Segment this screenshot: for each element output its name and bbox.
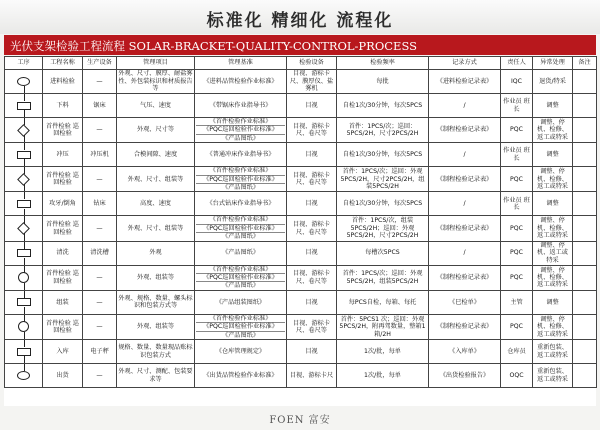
standard-item: 《PQC巡回检验作业标准》: [196, 225, 285, 233]
note-cell: [573, 290, 597, 314]
process-name-cell: 清洗: [43, 241, 83, 265]
header-process: 工序: [5, 57, 43, 70]
managed-items-cell: 外观、尺寸、组装等: [117, 216, 195, 241]
inspection-frequency-cell: 1次/批，每单: [337, 340, 429, 364]
responsible-person-cell: 作业员 班长: [501, 192, 533, 216]
oval-flow-icon: [17, 77, 30, 86]
responsible-person-cell: 主管: [501, 290, 533, 314]
responsible-person-cell: 作业员 班长: [501, 94, 533, 118]
management-standard-cell: [195, 70, 287, 94]
note-cell: [573, 94, 597, 118]
managed-items-cell: 外观、尺寸、组装等: [117, 167, 195, 192]
flow-symbol-cell: [5, 94, 43, 118]
note-cell: [573, 192, 597, 216]
flow-symbol-cell: [5, 314, 43, 339]
header-owner: 责任人: [501, 57, 533, 70]
inspection-frequency-cell: 每槽次5PCS: [337, 241, 429, 265]
note-cell: [573, 265, 597, 290]
flow-symbol-cell: [5, 167, 43, 192]
rect-flow-icon: [17, 151, 31, 159]
record-method-cell: 《出货检验报告》: [429, 364, 501, 388]
diamond-flow-icon: [17, 124, 30, 137]
inspection-equipment-cell: 目视、游标卡尺、卷尺等: [287, 118, 337, 143]
document-title: 光伏支架检验工程流程 SOLAR-BRACKET-QUALITY-CONTROL-PROCESS: [10, 39, 417, 53]
inspection-equipment-cell: 目视、游标卡尺、卷尺等: [287, 265, 337, 290]
abnormal-handling-cell: 退货/特采: [533, 70, 573, 94]
record-method-cell: 《制程检验记录表》: [429, 216, 501, 241]
abnormal-handling-cell: 调整: [533, 290, 573, 314]
inspection-frequency-cell: 首件：5PCS1 次；巡回：外观5PCS/2H，附再驾数量，整箱1箱/2H: [337, 314, 429, 339]
header-note: 备注: [573, 57, 597, 70]
management-standard-cell: [195, 216, 287, 241]
standard-item: 《仓库管理规定》: [215, 347, 266, 355]
rect-flow-icon: [17, 298, 31, 306]
production-equipment-cell: 钻床: [83, 192, 117, 216]
managed-items-cell: 外观、尺寸等: [117, 118, 195, 143]
footer: [0, 408, 600, 430]
responsible-person-cell: 作业员 班长: [501, 143, 533, 167]
process-name-cell: 首件检验 巡回检验: [43, 216, 83, 241]
header-record: 记录方式: [429, 57, 501, 70]
inspection-equipment-cell: 目视、游标卡尺、卷尺等: [287, 314, 337, 339]
note-cell: [573, 118, 597, 143]
managed-items-cell: 合模间隙、速度: [117, 143, 195, 167]
table-row: [5, 94, 597, 118]
note-cell: [573, 364, 597, 388]
note-cell: [573, 340, 597, 364]
managed-items-cell: 外观、尺寸、膜厚、耐盐雾性、外包装标识和材质报告等: [118, 70, 193, 93]
record-method-cell: 《制程检验记录表》: [429, 167, 501, 192]
header-standard: 管理基准: [195, 57, 287, 70]
record-method-cell: 《进料检验记录表》: [429, 70, 501, 94]
table-row: [5, 118, 597, 143]
table-body: [5, 70, 597, 388]
flow-symbol-cell: [5, 241, 43, 265]
header-name: 工程名称: [43, 57, 83, 70]
inspection-equipment-cell: 目视: [287, 290, 337, 314]
inspection-frequency-cell: 每批: [337, 70, 429, 94]
production-equipment-cell: —: [83, 290, 117, 314]
process-name-cell: 进料检验: [43, 70, 83, 94]
table-row: [5, 241, 597, 265]
standard-item: 《产品图纸》: [221, 233, 260, 241]
table-row: [5, 314, 597, 339]
management-standard-cell: [195, 314, 287, 339]
inspection-frequency-cell: 首件：1PCS/次，组装5PCS/2H；巡回：外观5PCS/2H，尺寸2PCS/2H: [337, 216, 429, 241]
table-row: [5, 265, 597, 290]
rect-flow-icon: [17, 249, 31, 257]
note-cell: [573, 216, 597, 241]
management-standard-cell: [195, 241, 287, 265]
circle-flow-icon: [18, 321, 29, 332]
header-inspect-equipment: 检验设备: [287, 57, 337, 70]
abnormal-handling-cell: 调整、停机、检修、返工或特采: [533, 314, 573, 339]
inspection-equipment-cell: 目视、游标卡尺、膜厚仪、盐雾机: [287, 70, 337, 94]
standard-item: 《产品图纸》: [221, 282, 260, 290]
managed-items-cell: 外观、规格、数量、螺头标识和包装方式等: [117, 290, 195, 314]
standard-item: 《产品图纸》: [221, 184, 260, 192]
process-name-cell: 首件检验 巡回检验: [43, 265, 83, 290]
abnormal-handling-cell: 调整、停机、检修、返工或特采: [533, 216, 573, 241]
abnormal-handling-cell: 调整、停机、检修、返工或特采: [533, 118, 573, 143]
header-frequency: 检验频率: [337, 57, 429, 70]
inspection-equipment-cell: 目视: [287, 241, 337, 265]
record-method-cell: /: [429, 143, 501, 167]
record-method-cell: /: [429, 94, 501, 118]
inspection-equipment-cell: 目视、游标卡尺、卷尺等: [287, 216, 337, 241]
flow-symbol-cell: [5, 192, 43, 216]
table-row: [5, 290, 597, 314]
management-standard-cell: [195, 340, 287, 364]
production-equipment-cell: —: [83, 70, 117, 94]
abnormal-handling-cell: 重新包装、返工或特采: [533, 340, 573, 364]
inspection-equipment-cell: 目视: [287, 94, 337, 118]
production-equipment-cell: 锯床: [83, 94, 117, 118]
inspection-equipment-cell: 目视: [287, 143, 337, 167]
inspection-frequency-cell: 首件：1PCS/次；巡回：外观5PCS/2H，组装5PCS/2H: [337, 265, 429, 290]
table-row: [5, 340, 597, 364]
production-equipment-cell: —: [83, 167, 117, 192]
managed-items-cell: 外观、组装等: [117, 265, 195, 290]
standard-item: 《进料品管检验作业标准》: [203, 77, 278, 85]
responsible-person-cell: PQC: [501, 314, 533, 339]
responsible-person-cell: 仓库员: [501, 340, 533, 364]
circle-flow-icon: [18, 272, 29, 283]
table-row: [5, 192, 597, 216]
production-equipment-cell: —: [83, 216, 117, 241]
inspection-equipment-cell: 目视: [287, 340, 337, 364]
inspection-equipment-cell: 目视: [287, 192, 337, 216]
responsible-person-cell: PQC: [501, 241, 533, 265]
rect-flow-icon: [17, 348, 31, 356]
management-standard-cell: [195, 118, 287, 143]
inspection-frequency-cell: 自检1次/30分钟，每次5PCS: [337, 94, 429, 118]
flow-symbol-cell: [5, 70, 43, 94]
process-table-sheet: [4, 56, 596, 406]
production-equipment-cell: 清洗槽: [83, 241, 117, 265]
standard-item: 《产品图纸》: [221, 249, 260, 257]
flow-symbol-cell: [5, 364, 43, 388]
process-name-cell: 攻牙/倒角: [43, 192, 83, 216]
table-row: [5, 167, 597, 192]
standard-item: 《产品组装图纸》: [215, 298, 266, 306]
oval-flow-icon: [17, 371, 30, 380]
inspection-frequency-cell: 首件：1PCS/次；巡回：5PCS/2H，尺寸2PCS/2H: [337, 118, 429, 143]
record-method-cell: 《制程检验记录表》: [429, 118, 501, 143]
diamond-flow-icon: [17, 222, 30, 235]
standard-item: 《产品图纸》: [221, 331, 260, 339]
note-cell: [573, 241, 597, 265]
managed-items-cell: 规格、数量、数量现品账标识包装方式: [117, 340, 195, 364]
inspection-equipment-cell: 目视、游标卡尺、卷尺等: [287, 167, 337, 192]
inspection-frequency-cell: 每PCS自检，每箱、每托: [337, 290, 429, 314]
standard-item: 《首件检验作业标准》: [196, 266, 285, 274]
process-name-cell: 首件检验 巡回检验: [43, 118, 83, 143]
standard-item: 《PQC巡回检验作业标准》: [196, 274, 285, 282]
table-row: [5, 216, 597, 241]
standard-item: 《普通冲床作业指导书》: [206, 151, 275, 159]
production-equipment-cell: 冲压机: [83, 143, 117, 167]
inspection-equipment-cell: 目视、游标卡尺: [287, 364, 337, 388]
note-cell: [573, 314, 597, 339]
flow-symbol-cell: [5, 340, 43, 364]
header-equipment: 生产设备: [83, 57, 117, 70]
responsible-person-cell: OQC: [501, 364, 533, 388]
standard-item: 《首件检验作业标准》: [196, 167, 285, 175]
management-standard-cell: [195, 265, 287, 290]
production-equipment-cell: —: [83, 265, 117, 290]
rect-flow-icon: [17, 200, 31, 208]
standard-item: 《首件检验作业标准》: [196, 118, 285, 126]
inspection-frequency-cell: 自检1次/30分钟，每次5PCS: [337, 143, 429, 167]
process-name-cell: 首件检验 巡回检验: [43, 314, 83, 339]
responsible-person-cell: PQC: [501, 118, 533, 143]
production-equipment-cell: —: [83, 118, 117, 143]
process-name-cell: 入库: [43, 340, 83, 364]
record-method-cell: 《入库单》: [429, 340, 501, 364]
note-cell: [573, 167, 597, 192]
table-row: [5, 143, 597, 167]
management-standard-cell: [195, 94, 287, 118]
production-equipment-cell: —: [83, 314, 117, 339]
managed-items-cell: 气压、速度: [117, 94, 195, 118]
process-name-cell: 出货: [43, 364, 83, 388]
flow-symbol-cell: [5, 118, 43, 143]
rect-flow-icon: [17, 102, 31, 110]
management-standard-cell: [195, 364, 287, 388]
abnormal-handling-cell: 重新包装、返工或特采: [533, 364, 573, 388]
process-name-cell: 组装: [43, 290, 83, 314]
standard-item: 《PQC巡回检验作业标准》: [196, 176, 285, 184]
diamond-flow-icon: [17, 173, 30, 186]
note-cell: [573, 143, 597, 167]
standard-item: 《台式钻床作业指导书》: [206, 200, 275, 208]
process-name-cell: 下料: [43, 94, 83, 118]
management-standard-cell: [195, 167, 287, 192]
banner-slogan: 标准化 精细化 流程化: [206, 11, 394, 31]
standard-item: 《首件检验作业标准》: [196, 216, 285, 224]
record-method-cell: 《制程检验记录表》: [429, 314, 501, 339]
header-row: [5, 57, 597, 70]
managed-items-cell: 高度、速度: [117, 192, 195, 216]
responsible-person-cell: PQC: [501, 167, 533, 192]
production-equipment-cell: 电子秤: [83, 340, 117, 364]
process-name-cell: 首件检验 巡回检验: [43, 167, 83, 192]
inspection-frequency-cell: 首件：1PCS/次；巡回：外观5PCS/2H，尺寸2PCS/2H，组装5PCS/2H: [337, 167, 429, 192]
managed-items-cell: 外观: [117, 241, 195, 265]
standard-item: 《出货品管检验作业标准》: [203, 371, 278, 379]
standard-item: 《PQC巡回检验作业标准》: [196, 126, 285, 134]
inspection-frequency-cell: 自检1次/30分钟，每次5PCS: [337, 192, 429, 216]
company-logo: FOEN 富安: [269, 415, 331, 426]
managed-items-cell: 外观、组装等: [117, 314, 195, 339]
flow-symbol-cell: [5, 265, 43, 290]
record-method-cell: /: [429, 241, 501, 265]
management-standard-cell: [195, 192, 287, 216]
header-abnormal: 异常处理: [533, 57, 573, 70]
inspection-frequency-cell: 1次/批，每单: [337, 364, 429, 388]
process-table: [4, 56, 597, 388]
flow-symbol-cell: [5, 143, 43, 167]
abnormal-handling-cell: 调整: [533, 94, 573, 118]
flow-symbol-cell: [5, 216, 43, 241]
abnormal-handling-cell: 调整: [533, 143, 573, 167]
record-method-cell: 《制程检验记录表》: [429, 265, 501, 290]
top-banner: [0, 0, 600, 34]
management-standard-cell: [195, 290, 287, 314]
abnormal-handling-cell: 调整: [533, 192, 573, 216]
responsible-person-cell: PQC: [501, 265, 533, 290]
managed-items-cell: 外观、尺寸、测配、包装要求等: [117, 364, 195, 388]
production-equipment-cell: —: [83, 364, 117, 388]
header-items: 管理项目: [117, 57, 195, 70]
responsible-person-cell: IQC: [501, 70, 533, 94]
record-method-cell: 《巳检单》: [429, 290, 501, 314]
standard-item: 《产品图纸》: [221, 134, 260, 142]
process-name-cell: 冲压: [43, 143, 83, 167]
standard-item: 《首件检验作业标准》: [196, 315, 285, 323]
record-method-cell: /: [429, 192, 501, 216]
document-title-bar: [4, 35, 596, 55]
abnormal-handling-cell: 调整、停机、返工或特采: [533, 241, 573, 265]
management-standard-cell: [195, 143, 287, 167]
responsible-person-cell: PQC: [501, 216, 533, 241]
flow-symbol-cell: [5, 290, 43, 314]
standard-item: 《PQC巡回检验作业标准》: [196, 323, 285, 331]
table-row: [5, 70, 597, 94]
note-cell: [573, 70, 597, 94]
abnormal-handling-cell: 调整、停机、检修、返工或特采: [533, 167, 573, 192]
abnormal-handling-cell: 调整、停机、检修、返工或特采: [533, 265, 573, 290]
standard-item: 《带锯床作业指导书》: [209, 101, 272, 109]
table-row: [5, 364, 597, 388]
